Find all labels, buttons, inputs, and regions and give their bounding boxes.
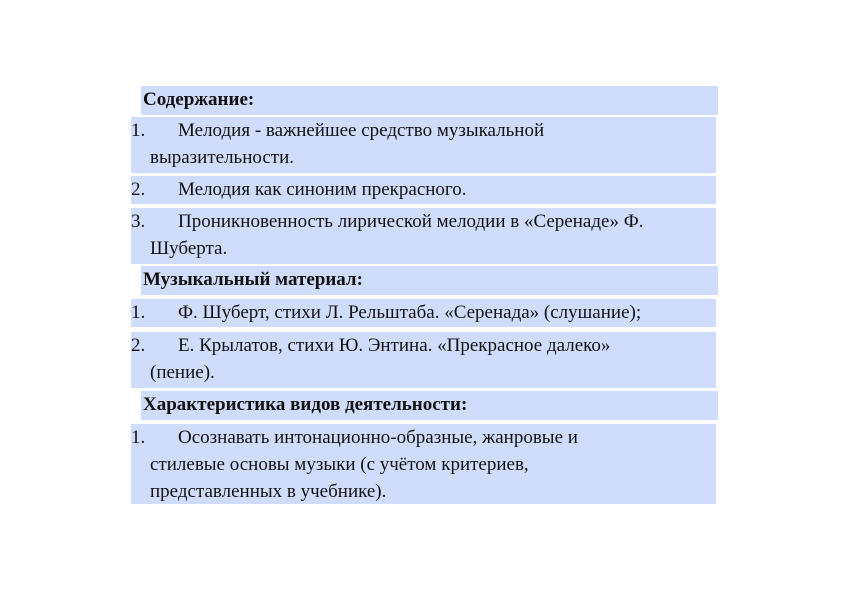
item-line: Мелодия как синоним прекрасного. xyxy=(178,179,467,200)
item-line: Е. Крылатов, стихи Ю. Энтина. «Прекрасное далеко» xyxy=(178,335,611,356)
section-heading-content xyxy=(141,86,718,115)
section-heading-activities xyxy=(141,391,718,420)
item-number: 2. xyxy=(131,179,146,200)
heading-text: Характеристика видов деятельности: xyxy=(143,394,468,415)
item-line: Шуберта. xyxy=(150,238,228,259)
item-number: 3. xyxy=(131,211,146,232)
list-item xyxy=(131,208,716,264)
item-line: стилевые основы музыки (с учётом критериев, xyxy=(150,454,529,475)
item-number: 1. xyxy=(131,120,146,141)
list-item xyxy=(131,424,716,504)
list-item xyxy=(131,117,716,173)
list-item xyxy=(131,176,716,204)
item-line: (пение). xyxy=(150,362,215,383)
section-heading-material xyxy=(141,266,718,295)
item-line: Осознавать интонационно-образные, жанровые и xyxy=(178,427,578,448)
heading-text: Содержание: xyxy=(143,89,255,110)
item-line: Мелодия - важнейшее средство музыкальной xyxy=(178,120,545,141)
item-line: выразительности. xyxy=(150,147,295,168)
heading-text: Музыкальный материал: xyxy=(143,269,363,290)
item-number: 1. xyxy=(131,302,146,323)
item-line: Ф. Шуберт, стихи Л. Рельштаба. «Серенада» (слушание); xyxy=(178,302,642,323)
item-line: Проникновенность лирической мелодии в «Серенаде» Ф. xyxy=(178,211,644,232)
item-number: 2. xyxy=(131,335,146,356)
list-item xyxy=(131,299,716,327)
item-line: представленных в учебнике). xyxy=(150,481,387,502)
item-number: 1. xyxy=(131,427,146,448)
list-item xyxy=(131,332,716,388)
